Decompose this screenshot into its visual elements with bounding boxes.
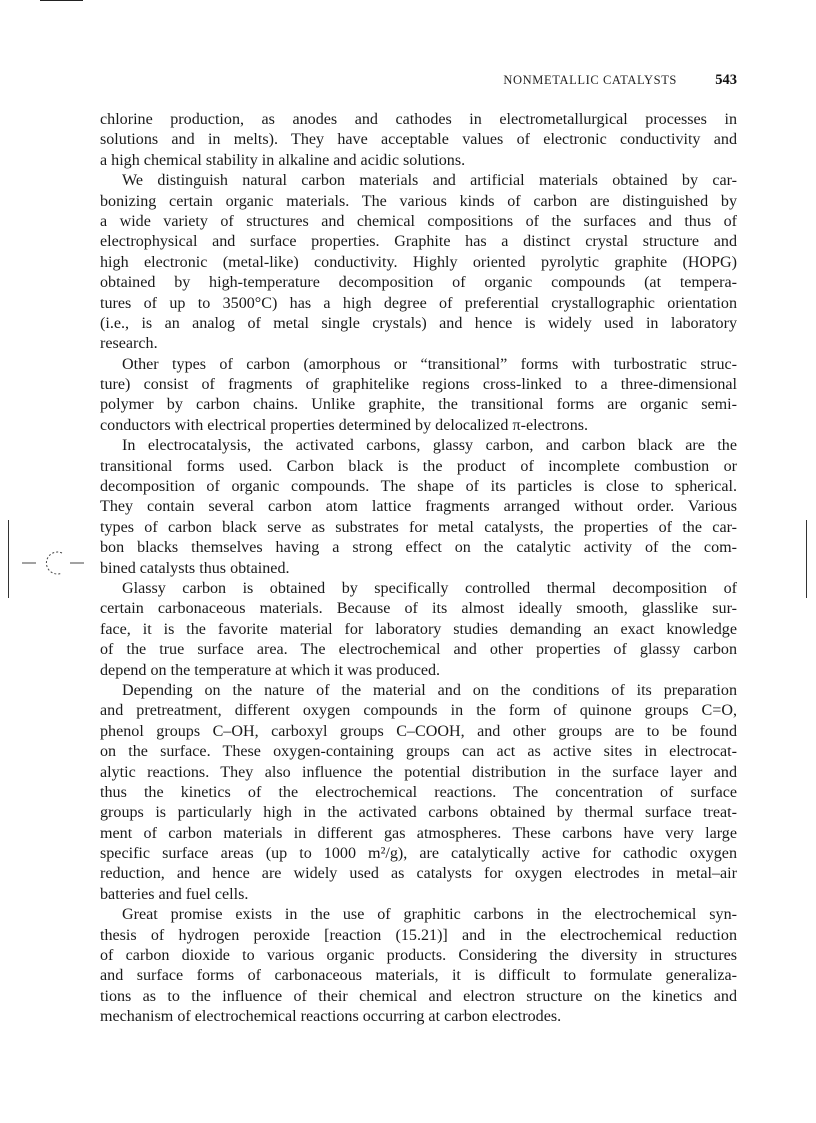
- text-line: mechanism of electrochemical reactions occurring at carbon electrodes.: [100, 1008, 562, 1026]
- registration-mark-icon: [22, 548, 84, 578]
- text-line: specific surface areas (up to 1000 m²/g), are catalytically active for cathodic oxygen: [100, 845, 737, 863]
- text-line: bined catalysts thus obtained.: [100, 559, 290, 577]
- text-line: In electrocatalysis, the activated carbons, glassy carbon, and carbon black are the: [122, 437, 737, 455]
- text-line: face, it is the favorite material for laboratory studies demanding an exact knowledge: [100, 620, 737, 638]
- text-line: a high chemical stability in alkaline and acidic solutions.: [100, 151, 466, 169]
- text-line: obtained by high-temperature decomposition of organic compounds (at tempera-: [100, 274, 737, 292]
- text-line: thesis of hydrogen peroxide [reaction (15.21)] and in the electrochemical reduction: [100, 926, 737, 944]
- text-line: of carbon dioxide to various organic products. Considering the diversity in structures: [100, 947, 737, 965]
- text-line: bon blacks themselves having a strong effect on the catalytic activity of the com-: [100, 539, 737, 557]
- running-head: NONMETALLIC CATALYSTS: [503, 73, 677, 87]
- text-line: a wide variety of structures and chemical compositions of the surfaces and thus of: [100, 212, 737, 230]
- left-crop-mark: [8, 520, 9, 598]
- body-text: [100, 110, 737, 1028]
- text-line: bonizing certain organic materials. The various kinds of carbon are distinguished by: [100, 192, 737, 210]
- text-line: ture) consist of fragments of graphitelike regions cross-linked to a three-dimensional: [100, 376, 737, 394]
- paragraph: [100, 110, 737, 171]
- top-crop-rule: [40, 0, 83, 1]
- text-line: Great promise exists in the use of graphitic carbons in the electrochemical syn-: [122, 906, 737, 924]
- page-header: [100, 72, 737, 92]
- page-number: 543: [715, 72, 737, 88]
- text-line: ment of carbon materials in different gas atmospheres. These carbons have very large: [100, 824, 737, 842]
- paragraph: [100, 355, 737, 437]
- right-crop-mark: [806, 520, 807, 598]
- text-line: electrophysical and surface properties. Graphite has a distinct crystal structure and: [100, 233, 737, 251]
- text-line: research.: [100, 335, 158, 353]
- text-line: and pretreatment, different oxygen compounds in the form of quinone groups C=O,: [100, 702, 737, 720]
- paragraph: [100, 905, 737, 1027]
- text-line: batteries and fuel cells.: [100, 885, 249, 903]
- text-line: chlorine production, as anodes and cathodes in electrometallurgical processes in: [100, 111, 737, 128]
- paragraph: [100, 171, 737, 355]
- text-line: certain carbonaceous materials. Because of its almost ideally smooth, glasslike sur-: [100, 600, 737, 618]
- text-line: decomposition of organic compounds. The shape of its particles is close to spherical.: [100, 478, 737, 496]
- text-line: types of carbon black serve as substrates for metal catalysts, the properties of the car-: [100, 518, 737, 536]
- text-line: groups is particularly high in the activated carbons obtained by thermal surface treat-: [100, 804, 737, 822]
- text-line: Depending on the nature of the material and on the conditions of its preparation: [122, 681, 737, 699]
- text-line: conductors with electrical properties determined by delocalized π-electrons.: [100, 416, 589, 434]
- text-line: reduction, and hence are widely used as catalysts for oxygen electrodes in metal–air: [100, 865, 737, 883]
- text-line: polymer by carbon chains. Unlike graphite, the transitional forms are organic semi-: [100, 396, 737, 414]
- text-line: thus the kinetics of the electrochemical reactions. The concentration of surface: [100, 783, 737, 801]
- text-line: We distinguish natural carbon materials and artificial materials obtained by car-: [122, 172, 737, 190]
- text-line: of the true surface area. The electrochemical and other properties of glassy carbon: [100, 641, 737, 659]
- text-line: tions as to the influence of their chemical and electron structure on the kinetics and: [100, 987, 737, 1005]
- text-line: on the surface. These oxygen-containing groups can act as active sites in electrocat-: [100, 743, 737, 761]
- paragraph: [100, 579, 737, 681]
- text-line: alytic reactions. They also influence the potential distribution in the surface layer and: [100, 763, 737, 781]
- text-line: They contain several carbon atom lattice fragments arranged without order. Various: [100, 498, 737, 516]
- text-line: phenol groups C–OH, carboxyl groups C–COOH, and other groups are to be found: [100, 722, 737, 740]
- text-line: transitional forms used. Carbon black is the product of incomplete combustion or: [100, 457, 737, 475]
- text-line: and surface forms of carbonaceous materials, it is difficult to formulate generaliza-: [100, 967, 737, 985]
- text-line: Other types of carbon (amorphous or “transitional” forms with turbostratic struc-: [122, 355, 737, 373]
- text-line: (i.e., is an analog of metal single crystals) and hence is widely used in laboratory: [100, 314, 737, 332]
- paragraph: [100, 436, 737, 579]
- text-line: solutions and in melts). They have acceptable values of electronic conductivity and: [100, 131, 737, 149]
- text-line: Glassy carbon is obtained by specifically controlled thermal decomposition of: [122, 579, 737, 597]
- paragraph: [100, 681, 737, 905]
- text-line: high electronic (metal-like) conductivity. Highly oriented pyrolytic graphite (HOPG): [100, 253, 737, 271]
- text-line: tures of up to 3500°C) has a high degree of preferential crystallographic orientation: [100, 294, 737, 312]
- text-line: depend on the temperature at which it was produced.: [100, 661, 441, 679]
